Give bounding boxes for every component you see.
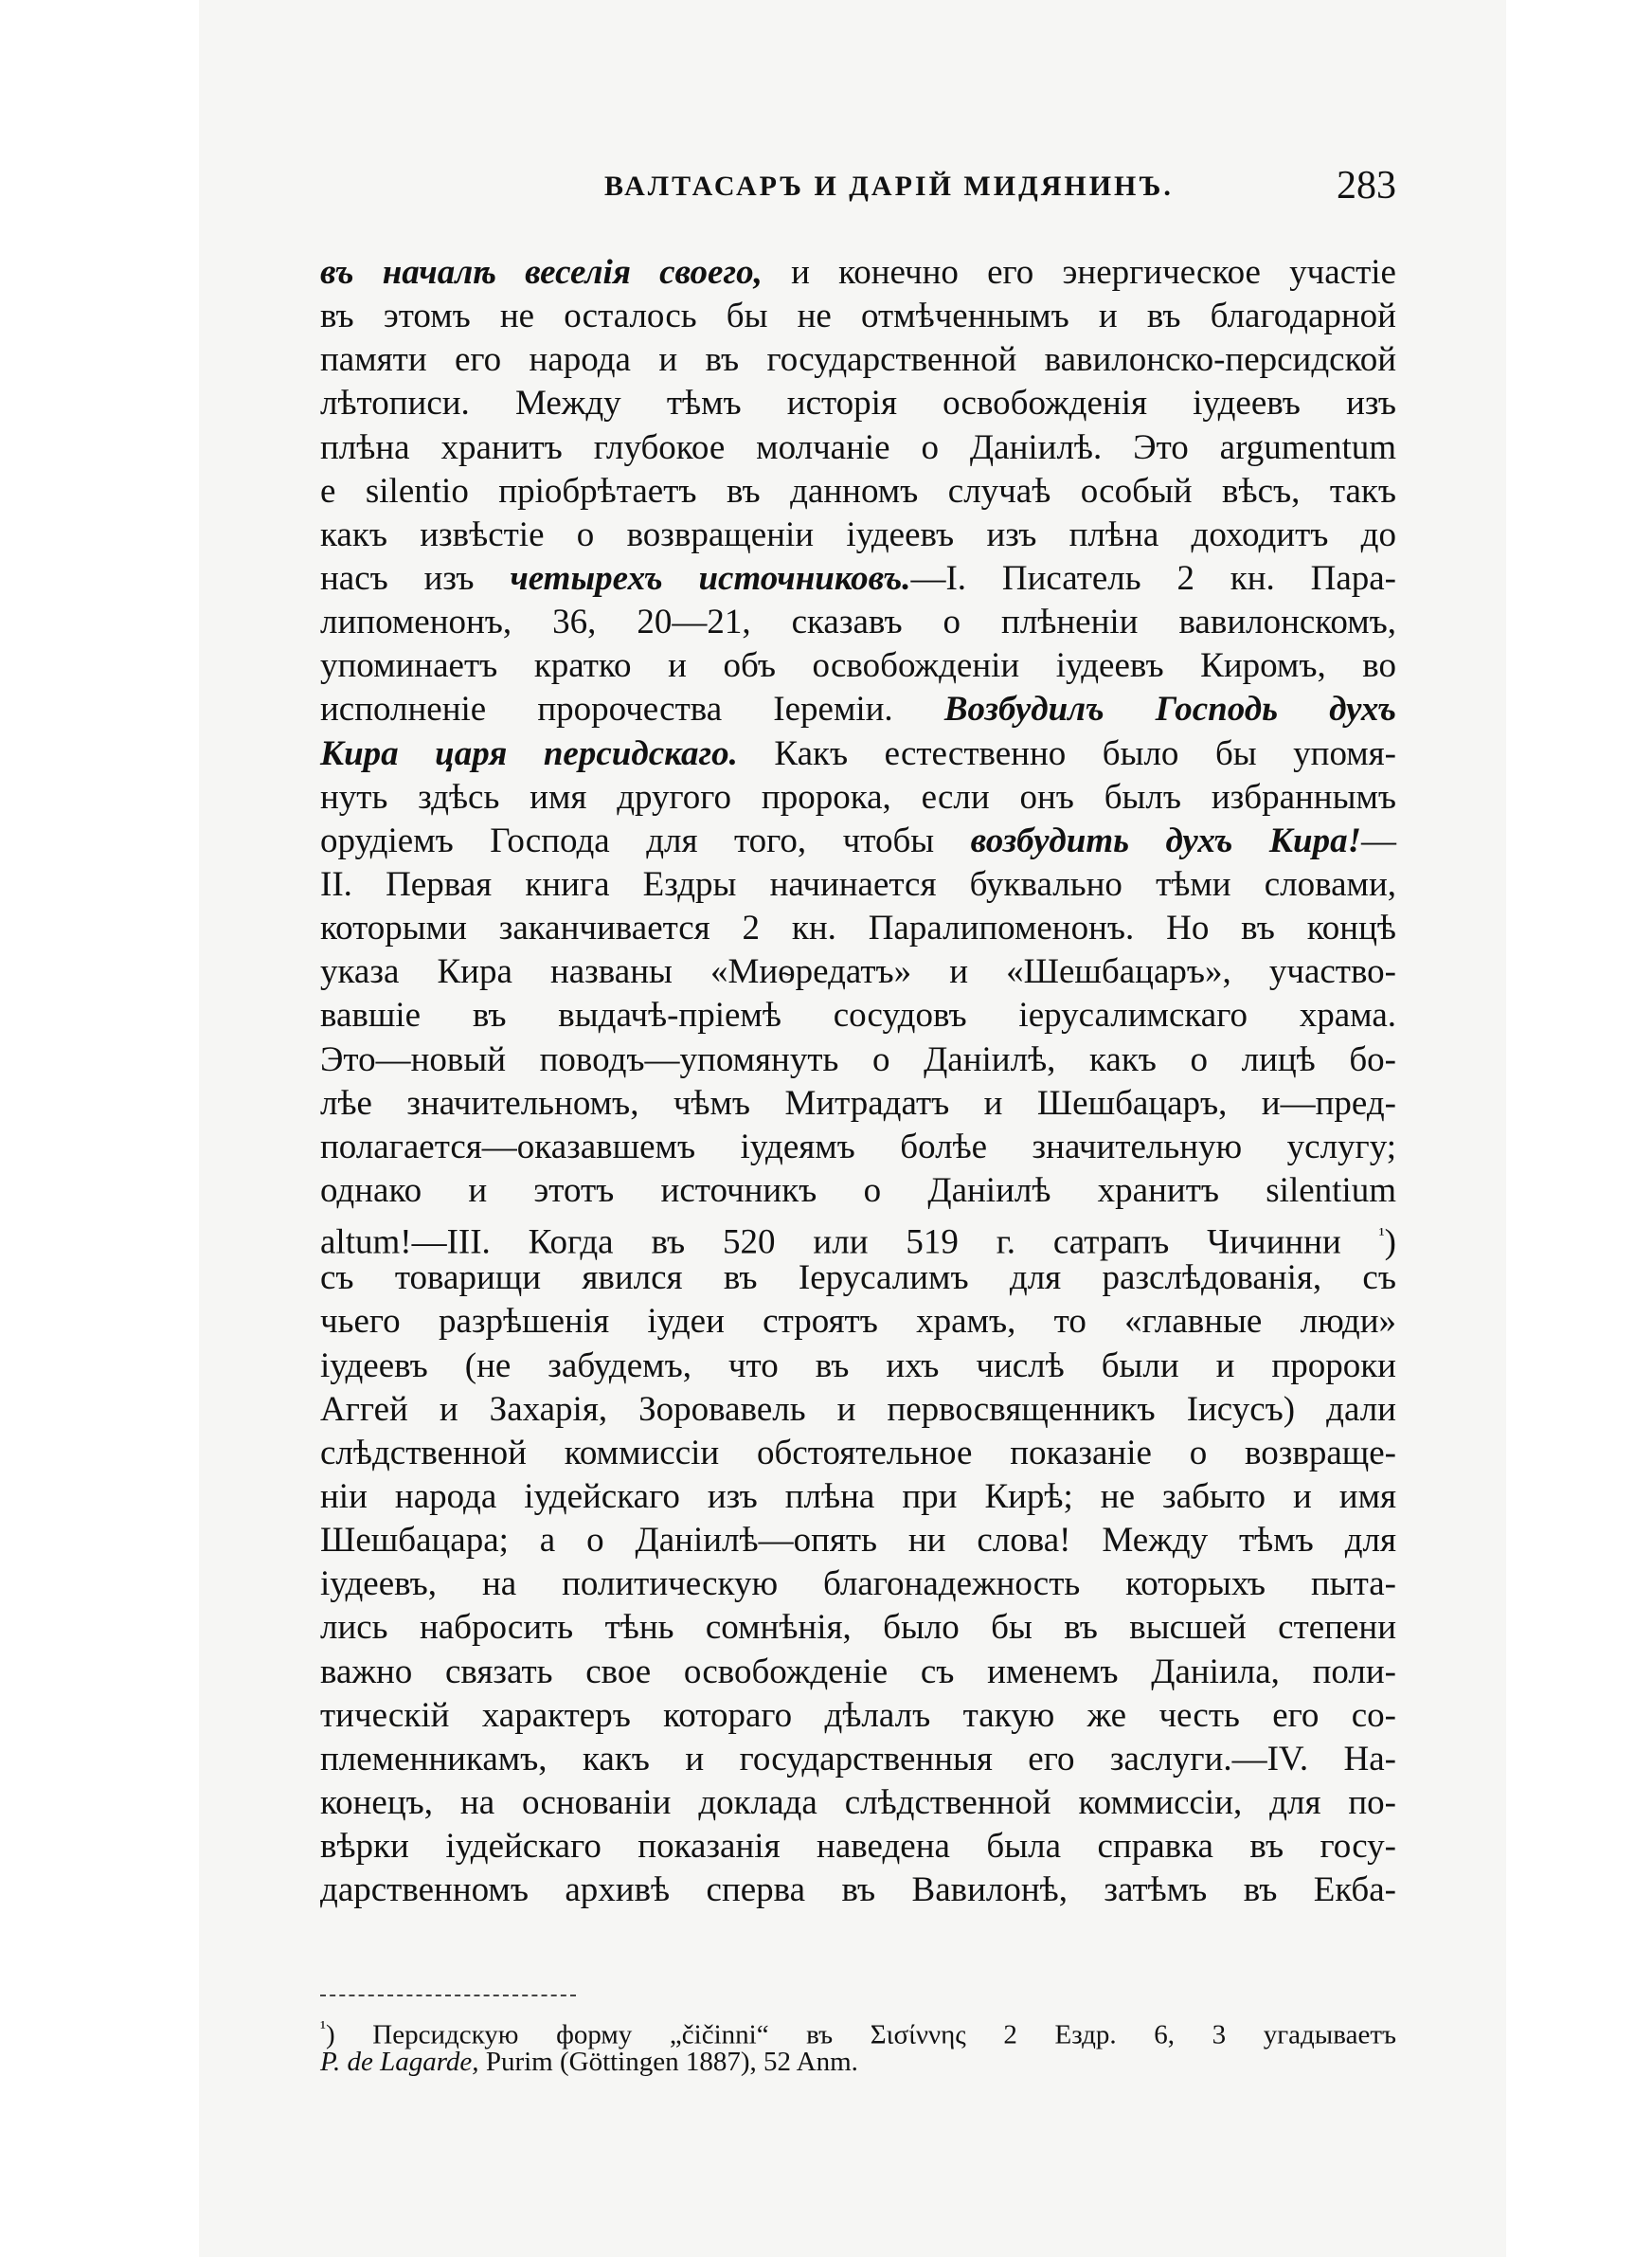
text-line: какъ извѣстіе о возвращеніи іудеевъ изъ плѣна доходитъ до [320, 515, 1396, 554]
text-line: Это—новый поводъ—упомянуть о Даніилѣ, какъ о лицѣ бо- [320, 1039, 1396, 1079]
page-header [320, 163, 1396, 220]
text-line: памяти его народа и въ государственной вавилонско-персидской [320, 340, 1396, 380]
text-line: ніи народа іудейскаго изъ плѣна при Кирѣ; не забыто и имя [320, 1476, 1396, 1516]
text-line: іудеевъ, на политическую благонадежность которыхъ пыта- [320, 1564, 1396, 1604]
text-line: слѣдственной коммиссіи обстоятельное показаніе о возвраще- [320, 1433, 1396, 1472]
text-line: липоменонъ, 36, 20—21, сказавъ о плѣненіи вавилонскомъ, [320, 603, 1396, 642]
text-line: e silentio пріобрѣтаетъ въ данномъ случаѣ особый вѣсъ, такъ [320, 471, 1396, 511]
footnote-divider [320, 1995, 576, 1996]
main-text [320, 251, 1396, 1912]
italic-phrase: возбудить духъ Кира! [970, 821, 1361, 860]
text-line: Шешбацара; а о Даніилѣ—опять ни слова! Между тѣмъ для [320, 1521, 1396, 1561]
text-line: чьего разрѣшенія іудеи строятъ храмъ, то «главные люди» [320, 1302, 1396, 1342]
text-line: тическій характеръ котораго дѣлалъ такую же честь его со- [320, 1695, 1396, 1735]
footnote-line: P. de Lagarde, Purim (Göttingen 1887), 52 Anm. [320, 2047, 858, 2077]
text-line: однако и этотъ источникъ о Даніилѣ хранитъ silentium [320, 1170, 1396, 1210]
text-line: важно связать свое освобожденіе съ именемъ Даніила, поли- [320, 1652, 1396, 1691]
text-line: исполненіе пророчества Іереміи. Возбудилъ Господь духъ [320, 690, 1397, 730]
text-line: указа Кира названы «Миѳредатъ» и «Шешбацаръ», участво- [320, 952, 1396, 992]
text-line: вѣрки іудейскаго показанія наведена была справка въ госу- [320, 1827, 1396, 1867]
text-line: насъ изъ четырехъ источниковъ.—I. Писатель 2 кн. Пара- [320, 558, 1396, 598]
text-line: лѣтописи. Между тѣмъ исторія освобожденія іудеевъ изъ [320, 384, 1396, 424]
text-line: altum!—III. Когда въ 520 или 519 г. сатрапъ Чичинни $^{^1}$) [320, 1222, 1396, 1262]
text-line: полагается—оказавшемъ іудеямъ болѣе значительную услугу; [320, 1127, 1396, 1166]
text-line: упоминаетъ кратко и объ освобожденіи іудеевъ Киромъ, во [320, 646, 1396, 686]
text-line: Аггей и Захарія, Зоровавель и первосвященникъ Іисусъ) дали [320, 1389, 1396, 1429]
text-line: лись набросить тѣнь сомнѣнія, было бы въ высшей степени [320, 1608, 1396, 1648]
text-line: вавшіе въ выдачѣ-пріемѣ сосудовъ іерусалимскаго храма. [320, 996, 1396, 1036]
text-line: II. Первая книга Ездры начинается буквально тѣми словами, [320, 864, 1396, 904]
text-line: въ этомъ не осталось бы не отмѣченнымъ и въ благодарной [320, 297, 1396, 336]
italic-phrase: Возбудилъ Господь духъ [943, 690, 1397, 730]
running-title: ВАЛТАСАРЪ И ДАРІЙ МИДЯНИНЪ. [604, 171, 1174, 202]
footnote-marker: ¹ [320, 2017, 326, 2038]
text-line: которыми заканчивается 2 кн. Паралипоменонъ. Но въ концѣ [320, 909, 1396, 948]
text-line: съ товарищи явился въ Іерусалимъ для разслѣдованія, съ [320, 1258, 1396, 1298]
text-line: конецъ, на основаніи доклада слѣдственной коммиссіи, для по- [320, 1782, 1396, 1822]
italic-phrase: Кира царя персидскаго. [320, 733, 738, 773]
italic-author: P. de Lagarde, [320, 2047, 479, 2077]
text-line: іудеевъ (не забудемъ, что въ ихъ числѣ были и пророки [320, 1345, 1396, 1385]
text-line: лѣе значительномъ, чѣмъ Митрадатъ и Шешбацаръ, и—пред- [320, 1083, 1396, 1123]
text-line: дарственномъ архивѣ сперва въ Вавилонѣ, затѣмъ въ Екба- [320, 1870, 1396, 1910]
text-line: орудіемъ Господа для того, чтобы возбудить духъ Кира!— [320, 821, 1396, 860]
text-line: Кира царя персидскаго. Какъ естественно было бы упомя- [320, 733, 1396, 773]
footnote-line: $^{^1}$) Персидскую форму „čičinni“ въ Σισίννης 2 Ездр. 6, 3 угадываетъ [320, 2017, 1396, 2050]
italic-phrase: четырехъ источниковъ. [510, 558, 911, 598]
italic-phrase: въ началѣ веселія своего, [320, 253, 763, 292]
page-number: 283 [1337, 164, 1396, 208]
footnote-marker: ¹ [1378, 1224, 1385, 1246]
footnote [320, 2011, 1396, 2079]
text-line: племенникамъ, какъ и государственныя его заслуги.—IV. На- [320, 1739, 1396, 1779]
text-line: нуть здѣсь имя другого пророка, если онъ былъ избраннымъ [320, 777, 1396, 817]
text-line: въ началѣ веселія своего, и конечно его энергическое участіе [320, 253, 1396, 292]
text-line: плѣна хранитъ глубокое молчаніе о Даніилѣ. Это argumentum [320, 427, 1396, 467]
